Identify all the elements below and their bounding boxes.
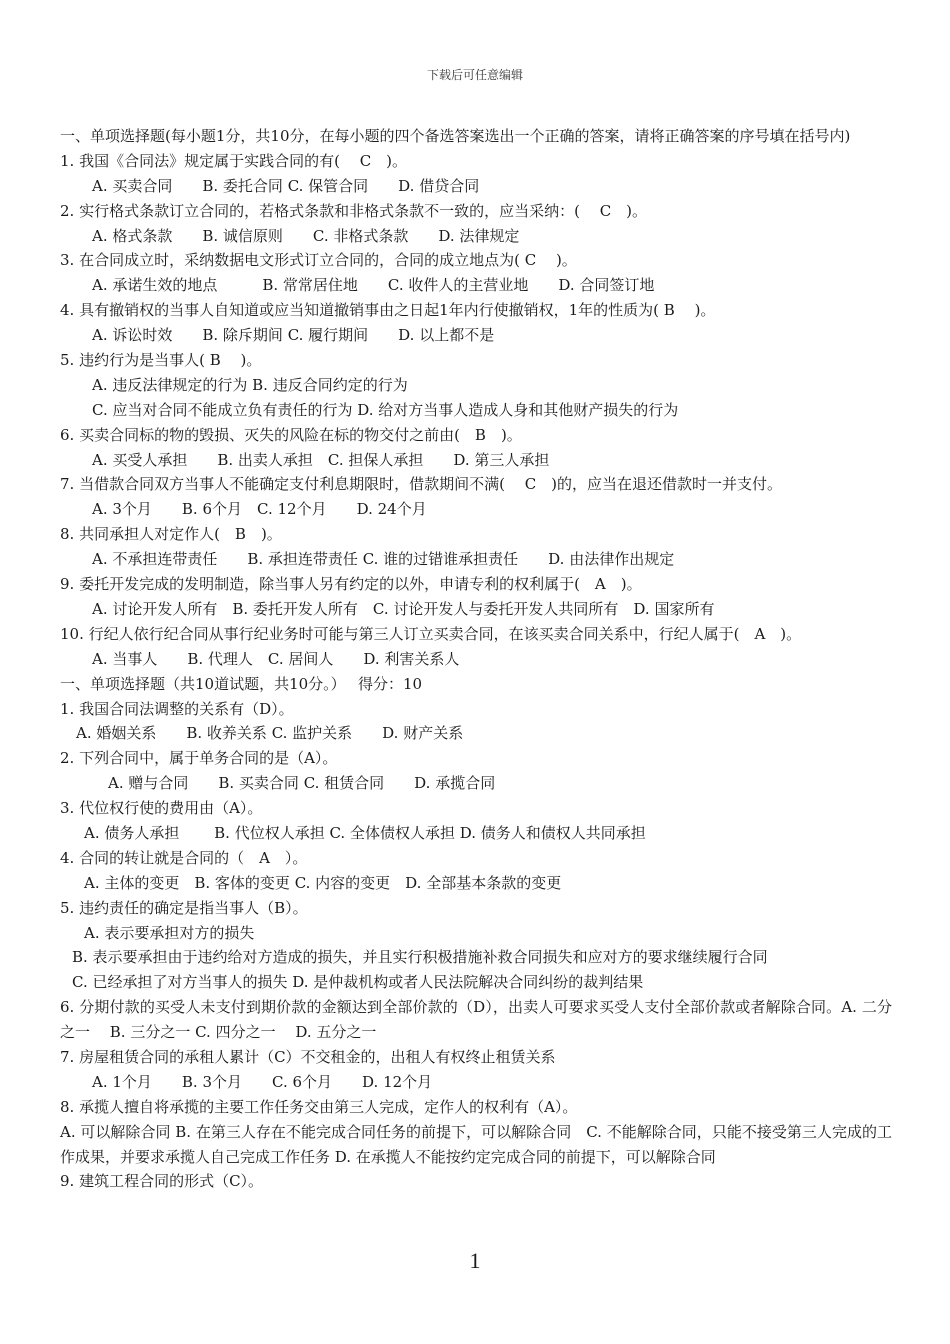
text-line: 7. 房屋租赁合同的承租人累计（C）不交租金的，出租人有权终止租赁关系 — [60, 1048, 556, 1066]
page-number: 1 — [469, 1248, 481, 1273]
text-line: A. 可以解除合同 B. 在第三人存在不能完成合同任务的前提下，可以解除合同 C. 不能解除合同，只能不接受第三人完成的工作成果，并要求承揽人自己完成工作任务 D. 在承揽人不能按约定完成合同的前提下，可以解除合同 — [60, 1122, 892, 1166]
text-line: 2. 实行格式条款订立合同的，若格式条款和非格式条款不一致的，应当采纳：( C )。 — [60, 201, 648, 220]
text-line: B. 表示要承担由于违约给对方造成的损失，并且实行积极措施补救合同损失和应对方的要求继续履行合同 — [72, 948, 768, 967]
text-line: A. 1个月 B. 3个月 C. 6个月 D. 12个月 — [92, 1072, 433, 1091]
text-line: A. 承诺生效的地点 B. 常常居住地 C. 收件人的主营业地 D. 合同签订地 — [92, 276, 655, 295]
text-line: 8. 承揽人擅自将承揽的主要工作任务交由第三人完成，定作人的权利有（A）。 — [60, 1097, 578, 1116]
text-line: A. 买卖合同 B. 委托合同 C. 保管合同 D. 借贷合同 — [92, 176, 480, 195]
text-line: 6. 分期付款的买受人未支付到期价款的金额达到全部价款的（D），出卖人可要求买受人支付全部价款或者解除合同。A. 二分之一 B. 三分之一 C. 四分之一 D. 五分之一 — [60, 998, 892, 1042]
text-line: A. 诉讼时效 B. 除斥期间 C. 履行期间 D. 以上都不是 — [92, 326, 495, 345]
text-line: A. 表示要承担对方的损失 — [84, 923, 255, 942]
text-line: 4. 具有撤销权的当事人自知道或应当知道撤销事由之日起1年内行使撤销权，1年的性质为( B )。 — [60, 301, 716, 320]
text-line: A. 赠与合同 B. 买卖合同 C. 租赁合同 D. 承揽合同 — [108, 774, 496, 793]
text-line: 2. 下列合同中，属于单务合同的是（A）。 — [60, 749, 338, 768]
text-line: 6. 买卖合同标的物的毁损、灭失的风险在标的物交付之前由( B )。 — [60, 425, 522, 444]
text-line: 9. 建筑工程合同的形式（C）。 — [60, 1172, 264, 1191]
text-line: 8. 共同承担人对定作人( B )。 — [60, 525, 282, 544]
text-line: 一、单项选择题(每小题1分，共10分，在每小题的四个备选答案选出一个正确的答案，请将正确答案的序号填在括号内) — [60, 127, 851, 145]
text-line: 3. 在合同成立时，采纳数据电文形式订立合同的，合同的成立地点为( C )。 — [60, 251, 577, 270]
text-line: A. 主体的变更 B. 客体的变更 C. 内容的变更 D. 全部基本条款的变更 — [84, 873, 562, 892]
text-line: 3. 代位权行使的费用由（A）。 — [60, 799, 263, 818]
text-line: 9. 委托开发完成的发明制造，除当事人另有约定的以外，申请专利的权利属于( A )。 — [60, 575, 642, 594]
text-line: C. 已经承担了对方当事人的损失 D. 是仲裁机构或者人民法院解决合同纠纷的裁判结果 — [72, 973, 644, 992]
text-line: A. 婚姻关系 B. 收养关系 C. 监护关系 D. 财产关系 — [76, 724, 464, 743]
text-line: A. 当事人 B. 代理人 C. 居间人 D. 利害关系人 — [92, 649, 460, 668]
text-line: 一、单项选择题（共10道试题，共10分。） 得分：10 — [60, 674, 423, 693]
text-line: A. 违反法律规定的行为 B. 违反合同约定的行为 — [92, 375, 408, 394]
page-header: 下载后可任意编辑 — [426, 68, 523, 82]
text-line: A. 3个月 B. 6个月 C. 12个月 D. 24个月 — [92, 500, 427, 519]
text-line: 1. 我国合同法调整的关系有（D）。 — [60, 699, 294, 718]
text-line: A. 不承担连带责任 B. 承担连带责任 C. 谁的过错谁承担责任 D. 由法律作出规定 — [92, 550, 675, 569]
text-line: 5. 违约行为是当事人( B )。 — [60, 351, 262, 370]
document-body — [60, 124, 892, 1194]
text-line: C. 应当对合同不能成立负有责任的行为 D. 给对方当事人造成人身和其他财产损失的行为 — [92, 400, 679, 419]
text-line: 1. 我国《合同法》规定属于实践合同的有( C )。 — [60, 151, 408, 170]
text-line: 4. 合同的转让就是合同的（ A ）。 — [60, 848, 308, 867]
text-line: A. 买受人承担 B. 出卖人承担 C. 担保人承担 D. 第三人承担 — [92, 450, 550, 469]
text-line: A. 债务人承担 B. 代位权人承担 C. 全体债权人承担 D. 债务人和债权人共同承担 — [84, 823, 646, 842]
text-line: 7. 当借款合同双方当事人不能确定支付利息期限时，借款期间不满( C )的，应当在退还借款时一并支付。 — [60, 475, 783, 494]
text-line: A. 讨论开发人所有 B. 委托开发人所有 C. 讨论开发人与委托开发人共同所有 D. 国家所有 — [92, 599, 715, 618]
text-line: A. 格式条款 B. 诚信原则 C. 非格式条款 D. 法律规定 — [92, 226, 520, 245]
text-line: 10. 行纪人依行纪合同从事行纪业务时可能与第三人订立买卖合同，在该买卖合同关系中，行纪人属于( A )。 — [60, 624, 802, 643]
text-line: 5. 违约责任的确定是指当事人（B）。 — [60, 898, 308, 917]
